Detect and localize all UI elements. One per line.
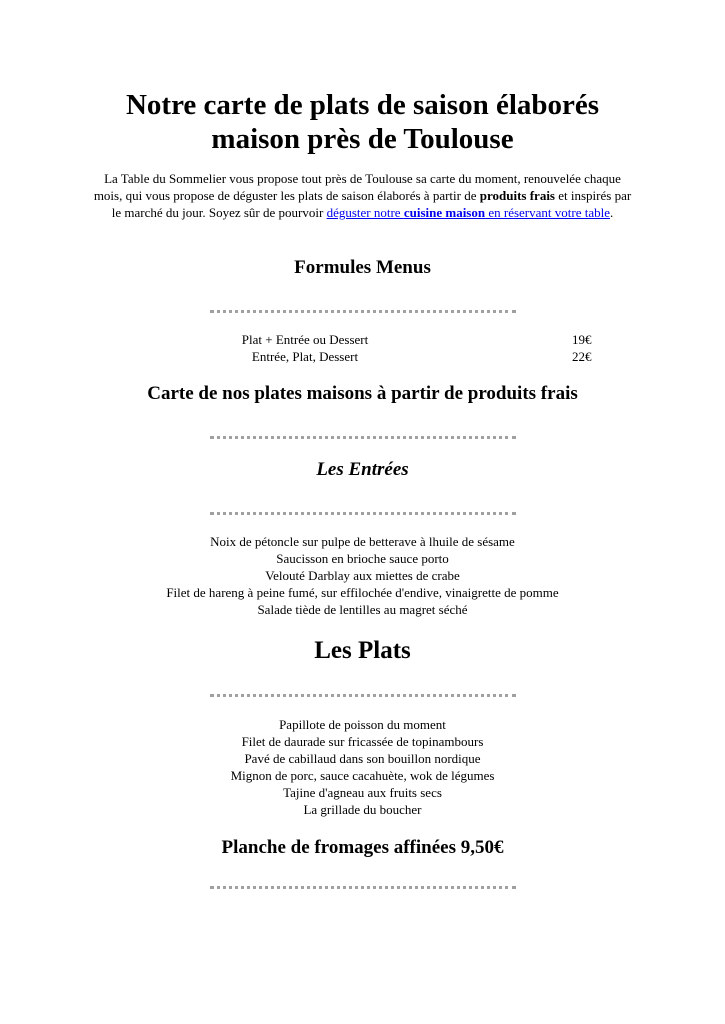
page-title (0, 88, 725, 156)
list-item: Saucisson en brioche sauce porto (276, 551, 449, 566)
entrees-list (0, 533, 725, 618)
divider-dots (210, 436, 516, 439)
intro-text-1: La Table du Sommelier vous propose tout près de Toulouse sa carte du moment, renouvelée chaque mois, qui vous propose de déguster les plats de saison élaborés à partir de (93, 171, 621, 203)
list-item: Pavé de cabillaud dans son bouillon nordique (244, 751, 481, 766)
list-item: Mignon de porc, sauce cacahuète, wok de légumes (230, 768, 495, 783)
divider-dots (210, 512, 516, 515)
intro-paragraph (90, 170, 635, 221)
divider-dots (210, 310, 516, 313)
formule-price: 19€ (572, 332, 592, 347)
formules-table (210, 331, 610, 365)
page-title-line-1: Notre carte de plats de saison élaborés (125, 89, 600, 121)
formule-row (210, 331, 610, 348)
link-deguster-text: déguster notre (326, 205, 404, 220)
list-item: Salade tiède de lentilles au magret séché (257, 602, 468, 617)
list-item: Filet de hareng à peine fumé, sur effilochée d'endive, vinaigrette de pomme (166, 585, 559, 600)
plats-list (0, 716, 725, 818)
carte-heading: Carte de nos plates maisons à partir de produits frais (147, 383, 578, 404)
list-item: Velouté Darblay aux miettes de crabe (265, 568, 460, 583)
intro-text-2: et inspirés par le marché du jour. Soyez sûr de pourvoir (111, 188, 632, 220)
formule-price: 22€ (572, 349, 592, 364)
divider-dots (210, 694, 516, 697)
list-item: Tajine d'agneau aux fruits secs (283, 785, 442, 800)
list-item: Papillote de poisson du moment (279, 717, 446, 732)
formule-label: Plat + Entrée ou Dessert (241, 332, 369, 347)
page-title-line-2: maison près de Toulouse (211, 123, 514, 155)
plats-heading: Les Plats (314, 637, 411, 664)
formule-label: Entrée, Plat, Dessert (251, 349, 359, 364)
list-item: Filet de daurade sur fricassée de topinambours (241, 734, 484, 749)
intro-bold-produits-frais: produits frais (479, 188, 555, 203)
list-item: La grillade du boucher (303, 802, 422, 817)
link-deguster-cuisine[interactable] (327, 205, 486, 220)
formules-heading: Formules Menus (294, 257, 431, 278)
formule-row (210, 348, 610, 365)
intro-text-3: . (609, 205, 614, 220)
link-cuisine-maison: cuisine maison (403, 205, 486, 220)
link-reservation[interactable]: en réservant votre table (485, 205, 610, 220)
entrees-heading: Les Entrées (316, 459, 409, 480)
fromages-heading: Planche de fromages affinées 9,50€ (221, 837, 504, 858)
divider-dots (210, 886, 516, 889)
list-item: Noix de pétoncle sur pulpe de betterave à lhuile de sésame (210, 534, 515, 549)
